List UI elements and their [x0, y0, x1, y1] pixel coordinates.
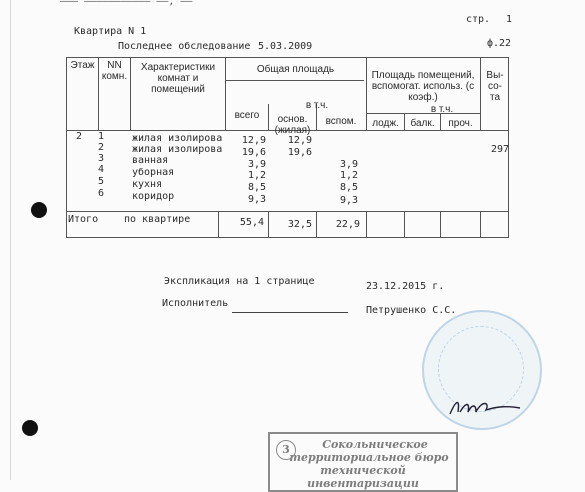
header-room-number: NN комн. [101, 60, 128, 82]
header-incl-2: в т.ч. [430, 104, 454, 115]
executor-name: Петрушенко С.С. [366, 305, 457, 316]
executor-label: Исполнитель [162, 298, 229, 309]
totals-total: 55,4 [239, 217, 264, 228]
apartment-number: Квартира N 1 [74, 26, 147, 37]
page-label: стр. [466, 14, 491, 25]
signature-scribble [446, 392, 526, 420]
header-incl: в т.ч. [305, 100, 329, 111]
bureau-stamp [268, 432, 458, 492]
last-survey-label: Последнее обследование [118, 41, 251, 52]
totals-aux: 22,9 [335, 219, 360, 230]
last-survey-date: 5.03.2009 [258, 41, 313, 52]
cut-off-text: ——— ——————————— ——, —— [60, 0, 193, 7]
totals-label: Итого [68, 214, 99, 225]
page-edge [10, 0, 11, 480]
stamp-line: технической инвентаризации [307, 464, 419, 490]
header-auxiliary: вспом. [325, 116, 357, 127]
header-aux-area: Площадь помещений, вспомогат. использ. (с коэф.) [371, 70, 475, 103]
totals-main: 32,5 [287, 219, 312, 230]
punch-hole [22, 420, 38, 436]
header-height: Вы- со- та [486, 70, 504, 103]
signature-line [232, 300, 348, 313]
stamp-line: Сокольническое [322, 438, 428, 451]
header-loggia: лодж. [372, 118, 399, 129]
header-floor: Этаж [70, 60, 95, 71]
punch-hole [31, 202, 47, 218]
totals-sublabel: по квартире [124, 214, 191, 225]
header-characteristics: Характеристики комнат и помещений [140, 62, 216, 95]
header-balcony: балк. [410, 118, 435, 129]
header-other: проч. [448, 118, 473, 129]
stamp-line: территориальное бюро [289, 451, 449, 464]
header-total: всего [234, 110, 260, 121]
stamp-number: 3 [276, 440, 296, 460]
explication-note: Экспликация на 1 странице [164, 276, 315, 287]
form-code: ф.22 [487, 38, 512, 49]
explication-date: 23.12.2015 г. [366, 281, 445, 292]
header-main-living: основ. (жилая) [274, 114, 311, 136]
header-total-area: Общая площадь [256, 64, 335, 75]
page-number: 1 [506, 14, 513, 25]
